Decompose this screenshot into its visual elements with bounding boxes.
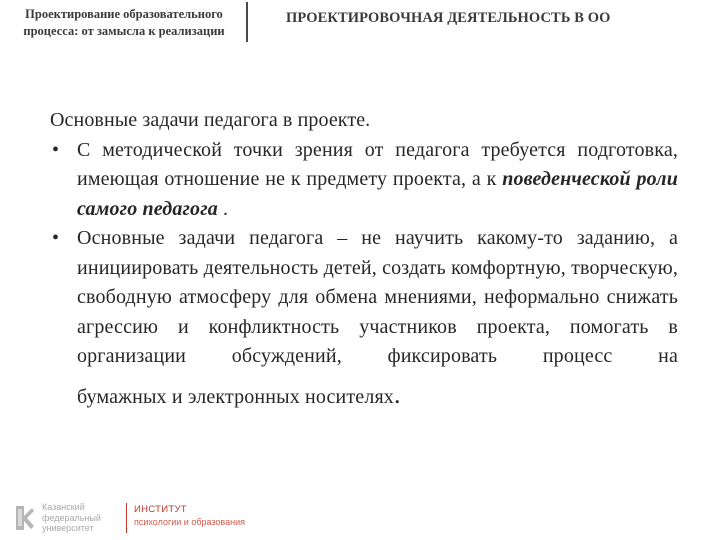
bullet-emphasis: поведенческой роли самого педагога [77,168,678,220]
bullet-last-line-text: бумажных и электронных носителях [77,385,394,408]
institute-name [134,504,245,528]
bullet-tail: . [393,379,401,409]
header-divider [246,2,248,42]
bullet-item-methodology [50,136,678,225]
institute-title: ИНСТИТУТ [134,504,187,515]
bullet-icon: • [52,227,60,249]
bullet-text: С методической точки зрения от педагога требуется подготовка, имеющая отношение не к предмету проекта, а к [77,138,678,190]
bullet-text: Основные задачи педагога – не научить какому-то заданию, а инициировать деятельность детей, создать комфортную, творческую, свободную атмосферу для обмена мнениями, неформально снижать агрессию и конфликтность участников проекта, помогать в организации обсуждений, фиксировать процесс на [77,227,678,367]
course-title: Проектирование образовательного процесса: от замысла к реализации [23,7,225,38]
footer-logo [14,500,264,536]
bullet-item-tasks [50,224,678,412]
university-name: Казанский федеральный университет [42,502,101,533]
bullet-tail: . [217,197,229,220]
university-emblem-icon [14,504,36,532]
bullet-last-line [77,380,401,413]
institute-subtitle: психологии и образования [134,517,245,527]
content-heading: Основные задачи педагога в проекте. [50,109,371,131]
bullet-list [50,136,678,413]
footer-divider [126,503,127,533]
slide-content [50,106,678,412]
bullet-icon: • [52,138,60,161]
section-title: ПРОЕКТИРОВОЧНАЯ ДЕЯТЕЛЬНОСТЬ В ОО [286,10,611,26]
